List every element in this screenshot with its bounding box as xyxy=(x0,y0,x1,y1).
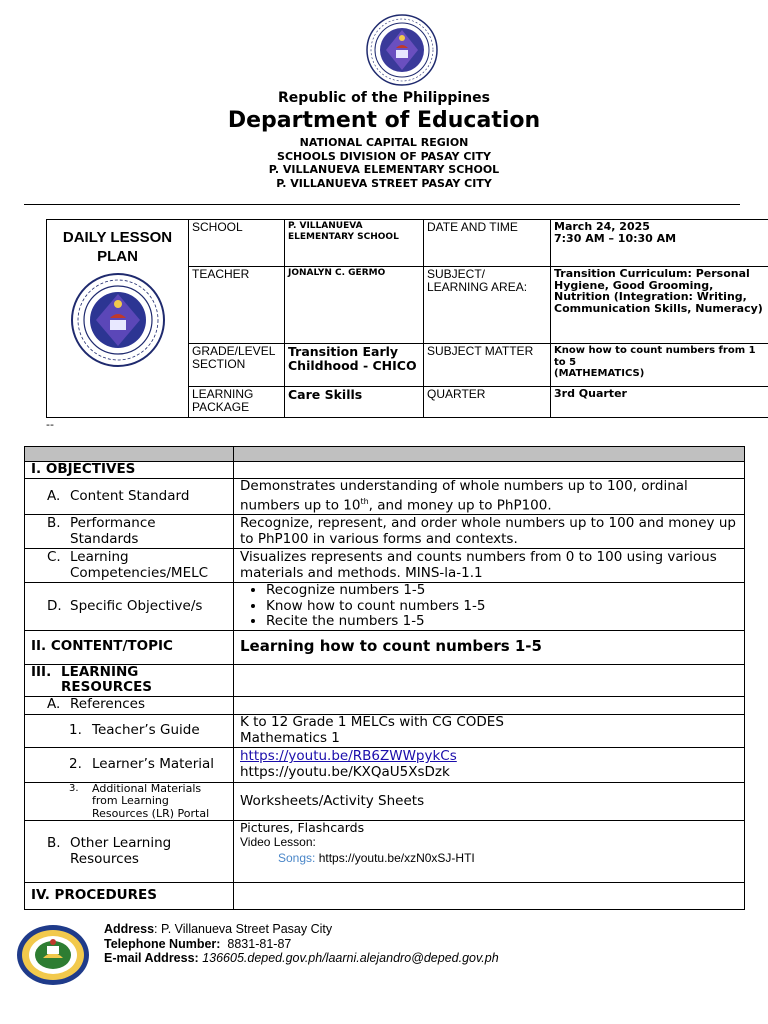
content-topic-heading: II. CONTENT/TOPIC xyxy=(25,630,234,664)
date-value: March 24, 2025 xyxy=(554,220,650,233)
learners-material-label: Learner’s Material xyxy=(92,755,215,772)
school-label: SCHOOL xyxy=(189,220,285,267)
table-row xyxy=(25,714,745,747)
references-letter: A. xyxy=(47,696,61,713)
specific-letter: D. xyxy=(47,597,62,614)
table-row xyxy=(25,664,745,696)
youtube-link-1[interactable]: https://youtu.be/RB6ZWWpykCs xyxy=(240,748,457,764)
dashes-text: -- xyxy=(46,418,54,431)
lesson-info-table xyxy=(46,219,768,418)
table-row xyxy=(25,583,745,631)
grade-label: GRADE/LEVEL SECTION xyxy=(189,344,285,387)
competencies-label: Learning Competencies/MELC xyxy=(70,549,209,581)
list-item: • Recite the numbers 1-5 xyxy=(266,614,738,630)
header-region: NATIONAL CAPITAL REGION xyxy=(299,136,469,149)
performance-value: Recognize, represent, and order whole numbers up to 100 and money up to PhP100 in various forms and contexts. xyxy=(234,515,745,549)
grade-value: Transition Early Childhood - CHICO xyxy=(285,344,424,387)
additional-label: Additional Materials from Learning Resources (LR) Portal xyxy=(92,781,210,820)
email-value: 136605.deped.gov.ph/laarni.alejandro@deped.gov.ph xyxy=(202,951,499,965)
table-header-row xyxy=(25,447,745,462)
header-republic: Republic of the Philippines xyxy=(278,90,490,106)
subject-label: SUBJECT/ LEARNING AREA: xyxy=(424,267,551,344)
school-seal-icon xyxy=(16,924,90,986)
content-topic-value: Learning how to count numbers 1-5 xyxy=(234,630,745,664)
list-item: • Know how to count numbers 1-5 xyxy=(266,599,738,615)
content-standard-value xyxy=(234,478,745,515)
table-row xyxy=(25,696,745,714)
teachers-guide-num: 1. xyxy=(69,721,82,738)
lesson-plan-table xyxy=(24,446,745,910)
list-item: • Recognize numbers 1-5 xyxy=(266,583,738,599)
header-department: Department of Education xyxy=(227,108,541,133)
date-label: DATE AND TIME xyxy=(424,220,551,267)
phone-label: Telephone Number: xyxy=(104,936,221,951)
email-label: E-mail Address: xyxy=(104,951,199,965)
content-standard-text: Demonstrates understanding of whole numbers up to 100, ordinal numbers up to 10 xyxy=(240,477,688,514)
header-divider xyxy=(24,204,740,205)
deped-seal-icon xyxy=(366,14,438,86)
resources-heading: LEARNING RESOURCES xyxy=(61,663,153,695)
table-row xyxy=(25,549,745,583)
matter-sub: (MATHEMATICS) xyxy=(554,368,645,379)
teachers-guide-line-1: K to 12 Grade 1 MELCs with CG CODES xyxy=(240,714,504,730)
date-value-cell xyxy=(551,220,768,267)
quarter-label: QUARTER xyxy=(424,387,551,418)
table-row xyxy=(25,821,745,883)
matter-value-cell xyxy=(551,344,768,387)
dlp-title: DAILY LESSON PLAN xyxy=(62,229,173,265)
address-value: : P. Villanueva Street Pasay City xyxy=(154,922,333,936)
specific-label: Specific Objective/s xyxy=(70,597,203,614)
competencies-value: Visualizes represents and counts numbers from 0 to 100 using various materials and methods. MINS-la-1.1 xyxy=(234,549,745,583)
procedures-heading: IV. PROCEDURES xyxy=(25,883,234,910)
specific-objectives-list xyxy=(240,583,738,630)
additional-value: Worksheets/Activity Sheets xyxy=(234,782,745,821)
matter-label: SUBJECT MATTER xyxy=(424,344,551,387)
phone-value: 8831-81-87 xyxy=(227,936,292,951)
teacher-value: JONALYN C. GERMO xyxy=(285,267,424,344)
songs-url: https://youtu.be/xzN0xSJ-HTI xyxy=(318,850,475,865)
package-value: Care Skills xyxy=(285,387,424,418)
header-division: SCHOOLS DIVISION OF PASAY CITY xyxy=(277,149,491,163)
header-street: P. VILLANUEVA STREET PASAY CITY xyxy=(276,176,492,190)
competencies-letter: C. xyxy=(47,549,61,565)
performance-label: Performance Standards xyxy=(70,515,156,547)
table-row xyxy=(25,883,745,910)
table-row xyxy=(25,747,745,782)
objectives-heading: I. OBJECTIVES xyxy=(25,462,234,479)
performance-letter: B. xyxy=(47,515,61,531)
header-school: P. VILLANUEVA ELEMENTARY SCHOOL xyxy=(268,163,500,176)
content-standard-letter: A. xyxy=(47,487,61,504)
deped-logo-icon xyxy=(70,272,166,368)
dlp-title-cell xyxy=(47,220,189,418)
youtube-link-2: https://youtu.be/KXQaU5XsDzk xyxy=(240,763,450,780)
table-row xyxy=(25,515,745,549)
time-value: 7:30 AM – 10:30 AM xyxy=(554,231,677,245)
learners-material-num: 2. xyxy=(69,755,82,772)
quarter-value: 3rd Quarter xyxy=(551,387,768,418)
school-value: P. VILLANUEVA ELEMENTARY SCHOOL xyxy=(285,220,424,267)
table-row xyxy=(25,782,745,821)
table-row xyxy=(25,630,745,664)
references-label: References xyxy=(70,696,146,713)
other-label: Other Learning Resources xyxy=(70,835,172,867)
subject-value: Transition Curriculum: Personal Hygiene, Good Grooming, Nutrition (Integration: Writing, Communication Skills, Numeracy) xyxy=(551,267,768,344)
teacher-label: TEACHER xyxy=(189,267,285,344)
footer-contact xyxy=(104,922,499,966)
songs-label: Songs: xyxy=(278,850,316,865)
teachers-guide-line-2: Mathematics 1 xyxy=(240,729,340,746)
matter-value: Know how to count numbers from 1 to 5 xyxy=(554,345,756,368)
resources-roman: III. xyxy=(31,663,52,680)
address-label: Address xyxy=(104,922,155,936)
other-letter: B. xyxy=(47,835,61,851)
video-lesson-label: Video Lesson: xyxy=(240,835,316,849)
additional-num: 3. xyxy=(69,782,79,794)
content-standard-label: Content Standard xyxy=(70,487,190,504)
table-row xyxy=(25,478,745,515)
content-standard-sup: th xyxy=(360,497,369,506)
teachers-guide-label: Teacher’s Guide xyxy=(92,721,200,738)
other-line-1: Pictures, Flashcards xyxy=(240,820,365,835)
content-standard-text-end: , and money up to PhP100. xyxy=(368,497,552,514)
package-label: LEARNING PACKAGE xyxy=(189,387,285,418)
